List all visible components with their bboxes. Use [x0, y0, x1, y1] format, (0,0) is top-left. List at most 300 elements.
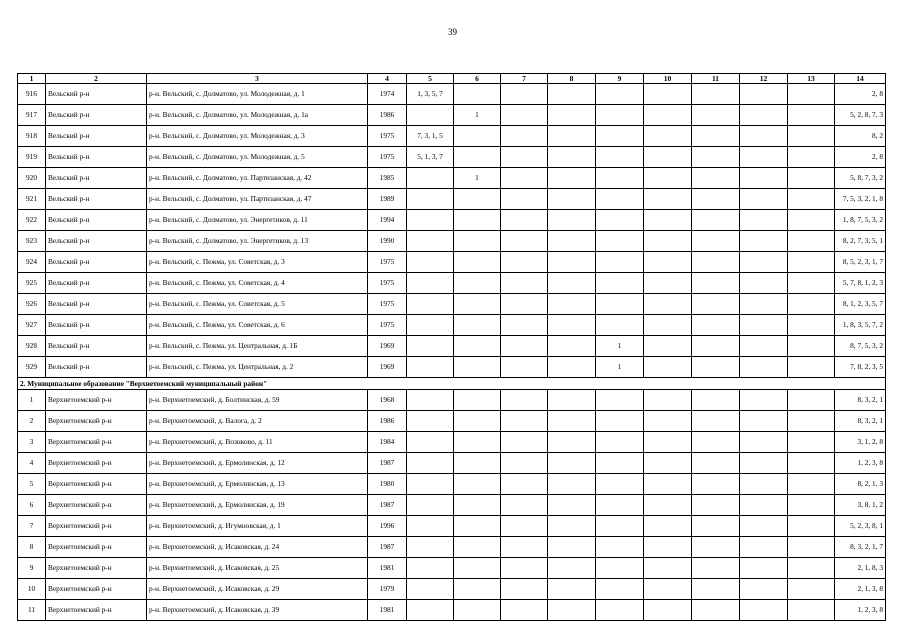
table-row [18, 432, 886, 453]
table-row [18, 474, 886, 495]
table-cell: 11 [18, 600, 46, 621]
table-cell [454, 126, 501, 147]
table-cell: р-н. Верхнетоемский, д. Вознково, д. 11 [147, 432, 368, 453]
table-cell [740, 495, 788, 516]
table-cell: 6 [18, 495, 46, 516]
table-cell: Вельский р-н [46, 126, 147, 147]
table-cell [454, 189, 501, 210]
table-row [18, 84, 886, 105]
table-cell [644, 495, 692, 516]
table-cell [692, 273, 740, 294]
table-cell [407, 231, 454, 252]
table-cell [788, 537, 835, 558]
table-cell: 1 [454, 168, 501, 189]
table-cell: 1, 8, 3, 5, 7, 2 [835, 315, 886, 336]
table-cell [454, 231, 501, 252]
table-cell: 917 [18, 105, 46, 126]
table-cell [501, 294, 548, 315]
table-cell [454, 390, 501, 411]
table-cell [644, 273, 692, 294]
table-cell: 5, 7, 8, 1, 2, 3 [835, 273, 886, 294]
table-cell [596, 600, 644, 621]
table-cell [644, 294, 692, 315]
column-header: 11 [692, 74, 740, 84]
table-cell: 1987 [368, 453, 407, 474]
table-cell: 8 [18, 537, 46, 558]
table-cell [788, 315, 835, 336]
table-cell [644, 105, 692, 126]
table-cell: 8, 5, 2, 3, 1, 7 [835, 252, 886, 273]
column-header: 3 [147, 74, 368, 84]
table-cell: 1975 [368, 126, 407, 147]
table-cell [454, 147, 501, 168]
table-cell [644, 126, 692, 147]
table-cell [407, 411, 454, 432]
table-cell [596, 453, 644, 474]
table-cell: р-н. Верхнетоемский, д. Ермолинская, д. 12 [147, 453, 368, 474]
table-cell: р-н. Вельский, с. Долматово, ул. Молодежная, д. 5 [147, 147, 368, 168]
table-cell [692, 294, 740, 315]
table-row [18, 189, 886, 210]
table-cell: 4 [18, 453, 46, 474]
table-cell [501, 315, 548, 336]
table-cell [740, 558, 788, 579]
table-cell [740, 474, 788, 495]
table-cell: р-н. Вельский, с. Пежма, ул. Центральная, д. 2 [147, 357, 368, 378]
column-header: 8 [548, 74, 596, 84]
table-cell [596, 168, 644, 189]
table-cell: 919 [18, 147, 46, 168]
table-cell [454, 210, 501, 231]
table-cell [454, 84, 501, 105]
table-cell [788, 516, 835, 537]
column-header: 5 [407, 74, 454, 84]
table-cell [407, 453, 454, 474]
table-cell: 1975 [368, 147, 407, 168]
table-cell [596, 558, 644, 579]
table-cell [501, 231, 548, 252]
column-header: 9 [596, 74, 644, 84]
table-cell [548, 126, 596, 147]
table-cell [501, 474, 548, 495]
table-cell [548, 474, 596, 495]
table-cell [644, 168, 692, 189]
column-header: 4 [368, 74, 407, 84]
table-cell: 5, 1, 3, 7 [407, 147, 454, 168]
table-cell [454, 453, 501, 474]
table-cell: 3, 8, 1, 2 [835, 495, 886, 516]
table-cell [548, 453, 596, 474]
table-cell: 924 [18, 252, 46, 273]
table-cell [548, 231, 596, 252]
table-cell: Вельский р-н [46, 273, 147, 294]
table-cell [692, 210, 740, 231]
table-row [18, 537, 886, 558]
table-cell [501, 411, 548, 432]
section-title: 2. Муниципальное образование "Верхнетоемский муниципальный район" [18, 378, 886, 390]
table-cell [740, 105, 788, 126]
table-cell [548, 105, 596, 126]
table-cell: Вельский р-н [46, 84, 147, 105]
table-cell: р-н. Верхнетоемский, д. Валога, д. 2 [147, 411, 368, 432]
table-cell [692, 336, 740, 357]
housing-register-table [17, 73, 886, 621]
table-cell [788, 432, 835, 453]
table-cell: Вельский р-н [46, 189, 147, 210]
table-cell [454, 315, 501, 336]
table-cell [407, 579, 454, 600]
table-cell [788, 147, 835, 168]
table-cell [501, 252, 548, 273]
table-cell [548, 357, 596, 378]
table-cell [788, 558, 835, 579]
table-cell [644, 147, 692, 168]
table-cell [454, 558, 501, 579]
table-cell: р-н. Верхнетоемский, д. Ермолинская, д. 19 [147, 495, 368, 516]
table-cell: 7, 3, 1, 5 [407, 126, 454, 147]
table-cell: 1 [596, 336, 644, 357]
table-cell [548, 84, 596, 105]
table-cell [788, 252, 835, 273]
table-cell [740, 84, 788, 105]
table-cell [740, 390, 788, 411]
table-cell: 1975 [368, 273, 407, 294]
table-cell: 1974 [368, 84, 407, 105]
table-cell [548, 516, 596, 537]
table-cell: 929 [18, 357, 46, 378]
table-cell: Вельский р-н [46, 168, 147, 189]
table-cell [596, 147, 644, 168]
column-header: 13 [788, 74, 835, 84]
table-cell [692, 516, 740, 537]
table-cell [548, 411, 596, 432]
table-cell [788, 294, 835, 315]
table-cell [407, 315, 454, 336]
table-cell [454, 537, 501, 558]
table-cell: р-н. Вельский, с. Долматово, ул. Партизанская, д. 47 [147, 189, 368, 210]
table-row [18, 168, 886, 189]
table-cell [407, 210, 454, 231]
table-cell: р-н. Вельский, с. Долматово, ул. Молодежная, д. 3 [147, 126, 368, 147]
table-cell: 5, 8, 7, 3, 2 [835, 168, 886, 189]
table-cell [644, 189, 692, 210]
table-cell: Вельский р-н [46, 105, 147, 126]
table-row [18, 600, 886, 621]
table-cell: р-н. Вельский, с. Пежма, ул. Центральная, д. 1Б [147, 336, 368, 357]
table-row [18, 105, 886, 126]
table-cell: р-н. Верхнетоемский, д. Болтинская, д. 59 [147, 390, 368, 411]
table-cell [692, 252, 740, 273]
table-cell: Верхнетоемский р-н [46, 537, 147, 558]
table-cell [740, 432, 788, 453]
table-cell: 10 [18, 579, 46, 600]
table-cell [596, 315, 644, 336]
table-cell [740, 273, 788, 294]
table-cell [501, 126, 548, 147]
table-cell [596, 537, 644, 558]
table-cell [454, 357, 501, 378]
table-cell: 3, 1, 2, 8 [835, 432, 886, 453]
column-header: 7 [501, 74, 548, 84]
table-cell: Верхнетоемский р-н [46, 432, 147, 453]
table-cell [740, 231, 788, 252]
table-cell [644, 252, 692, 273]
table-cell: 1986 [368, 105, 407, 126]
table-cell [548, 336, 596, 357]
table-cell [788, 231, 835, 252]
table-cell [596, 105, 644, 126]
table-cell [788, 210, 835, 231]
table-cell: 925 [18, 273, 46, 294]
table-cell [644, 231, 692, 252]
table-cell: 1969 [368, 357, 407, 378]
table-cell [740, 210, 788, 231]
table-cell [501, 357, 548, 378]
table-cell: Вельский р-н [46, 357, 147, 378]
header-row [18, 74, 886, 84]
table-cell [501, 168, 548, 189]
table-cell [407, 336, 454, 357]
table-cell: 1 [596, 357, 644, 378]
table-cell [692, 315, 740, 336]
table-cell [548, 147, 596, 168]
table-cell: Вельский р-н [46, 294, 147, 315]
table-row [18, 516, 886, 537]
table-cell: 8, 3, 2, 1 [835, 390, 886, 411]
table-cell [740, 357, 788, 378]
table-body [18, 84, 886, 621]
table-cell: 1990 [368, 231, 407, 252]
table-cell [596, 411, 644, 432]
table-cell: 920 [18, 168, 46, 189]
table-cell [501, 147, 548, 168]
table-cell [740, 315, 788, 336]
table-cell [596, 231, 644, 252]
table-cell [407, 252, 454, 273]
table-cell [501, 432, 548, 453]
table-cell [692, 84, 740, 105]
table-cell: 1986 [368, 411, 407, 432]
table-cell [644, 357, 692, 378]
table-cell: 1981 [368, 600, 407, 621]
table-cell [596, 273, 644, 294]
table-cell: 2 [18, 411, 46, 432]
table-cell: 5, 2, 3, 8, 1 [835, 516, 886, 537]
table-cell [788, 168, 835, 189]
table-cell [644, 516, 692, 537]
table-cell [596, 210, 644, 231]
table-cell [548, 210, 596, 231]
table-cell [740, 336, 788, 357]
table-cell [596, 432, 644, 453]
column-header: 6 [454, 74, 501, 84]
table-cell [501, 210, 548, 231]
table-row [18, 558, 886, 579]
table-cell [644, 537, 692, 558]
table-cell [644, 453, 692, 474]
table-cell [692, 105, 740, 126]
table-cell [501, 558, 548, 579]
table-cell [644, 600, 692, 621]
table-cell: р-н. Вельский, с. Пежма, ул. Советская, д. 6 [147, 315, 368, 336]
table-cell: 1981 [368, 558, 407, 579]
table-row [18, 336, 886, 357]
table-cell [692, 126, 740, 147]
table-cell: Верхнетоемский р-н [46, 474, 147, 495]
table-cell [407, 432, 454, 453]
table-cell [788, 600, 835, 621]
table-cell [644, 579, 692, 600]
table-cell [692, 495, 740, 516]
table-cell [501, 537, 548, 558]
table-cell [692, 579, 740, 600]
table-cell [788, 336, 835, 357]
table-cell [692, 189, 740, 210]
table-cell [788, 126, 835, 147]
table-row [18, 126, 886, 147]
table-cell [740, 516, 788, 537]
table-row [18, 210, 886, 231]
table-cell [692, 390, 740, 411]
table-cell: р-н. Верхнетоемский, д. Игумновская, д. 1 [147, 516, 368, 537]
table-cell: Вельский р-н [46, 336, 147, 357]
table-cell [788, 189, 835, 210]
table-cell [454, 516, 501, 537]
table-cell [740, 189, 788, 210]
table-cell: 8, 7, 5, 3, 2 [835, 336, 886, 357]
table-cell: 1987 [368, 537, 407, 558]
table-cell: 5, 2, 8, 7, 3 [835, 105, 886, 126]
table-cell: 1975 [368, 252, 407, 273]
table-cell: 922 [18, 210, 46, 231]
table-cell: Верхнетоемский р-н [46, 579, 147, 600]
table-cell: р-н. Верхнетоемский, д. Исаковская, д. 25 [147, 558, 368, 579]
table-cell [596, 189, 644, 210]
table-cell [788, 84, 835, 105]
table-cell: 7 [18, 516, 46, 537]
table-cell: Вельский р-н [46, 315, 147, 336]
table-cell [740, 147, 788, 168]
table-cell: 1996 [368, 516, 407, 537]
table-row [18, 273, 886, 294]
table-cell: 926 [18, 294, 46, 315]
table-cell: Вельский р-н [46, 252, 147, 273]
table-cell [596, 84, 644, 105]
table-cell [407, 294, 454, 315]
table-cell: 1, 3, 5, 7 [407, 84, 454, 105]
table-cell: 8, 1, 2, 3, 5, 7 [835, 294, 886, 315]
table-cell: р-н. Вельский, с. Долматово, ул. Энергетиков, д. 13 [147, 231, 368, 252]
table-cell: 1989 [368, 189, 407, 210]
table-cell [692, 600, 740, 621]
table-cell [644, 315, 692, 336]
table-cell: Верхнетоемский р-н [46, 600, 147, 621]
table-cell: 2, 8 [835, 147, 886, 168]
table-cell: 923 [18, 231, 46, 252]
table-cell [692, 432, 740, 453]
table-cell: 1968 [368, 390, 407, 411]
table-cell [548, 273, 596, 294]
table-cell [501, 390, 548, 411]
table-row [18, 315, 886, 336]
table-cell [548, 600, 596, 621]
table-cell [788, 453, 835, 474]
table-row [18, 453, 886, 474]
table-cell [454, 600, 501, 621]
table-cell [501, 600, 548, 621]
table-cell [501, 84, 548, 105]
table-cell [548, 579, 596, 600]
table-row [18, 252, 886, 273]
table-cell: 1, 2, 3, 8 [835, 453, 886, 474]
table-cell [596, 252, 644, 273]
table-row [18, 147, 886, 168]
table-cell [788, 411, 835, 432]
table-cell [501, 516, 548, 537]
table-cell: 8, 3, 2, 1 [835, 411, 886, 432]
table-cell: Верхнетоемский р-н [46, 558, 147, 579]
table-cell: 1984 [368, 432, 407, 453]
table-cell [501, 495, 548, 516]
table-cell [454, 579, 501, 600]
table-cell [788, 105, 835, 126]
table-cell [740, 411, 788, 432]
table-cell: 5 [18, 474, 46, 495]
table-cell: 7, 8, 2, 3, 5 [835, 357, 886, 378]
table-cell: 1 [18, 390, 46, 411]
table-cell [644, 558, 692, 579]
table-cell [596, 579, 644, 600]
table-cell: 3 [18, 432, 46, 453]
table-cell [454, 252, 501, 273]
table-cell [596, 516, 644, 537]
table-cell [454, 336, 501, 357]
table-cell: 8, 2, 1, 3 [835, 474, 886, 495]
table-cell [407, 357, 454, 378]
table-cell [644, 432, 692, 453]
table-cell: 1994 [368, 210, 407, 231]
table-cell: р-н. Вельский, с. Долматово, ул. Партизанская, д. 42 [147, 168, 368, 189]
table-cell [454, 411, 501, 432]
table-cell: 1975 [368, 315, 407, 336]
table-cell: 9 [18, 558, 46, 579]
table-cell [692, 411, 740, 432]
table-cell: Верхнетоемский р-н [46, 390, 147, 411]
table-cell: р-н. Вельский, с. Пежма, ул. Советская, д. 4 [147, 273, 368, 294]
table-cell [548, 495, 596, 516]
table-cell [740, 126, 788, 147]
table-cell [692, 231, 740, 252]
table-cell [644, 390, 692, 411]
table-cell [740, 453, 788, 474]
table-cell: 1, 2, 3, 8 [835, 600, 886, 621]
table-cell: Верхнетоемский р-н [46, 453, 147, 474]
table-cell [692, 558, 740, 579]
section-row [18, 378, 886, 390]
table-cell [692, 147, 740, 168]
table-row [18, 390, 886, 411]
column-header: 10 [644, 74, 692, 84]
table-row [18, 294, 886, 315]
table-cell [454, 474, 501, 495]
table-cell [692, 453, 740, 474]
table-cell [788, 390, 835, 411]
table-cell [788, 273, 835, 294]
table-cell: Верхнетоемский р-н [46, 411, 147, 432]
table-cell [407, 516, 454, 537]
table-cell: 928 [18, 336, 46, 357]
table-cell: Верхнетоемский р-н [46, 516, 147, 537]
